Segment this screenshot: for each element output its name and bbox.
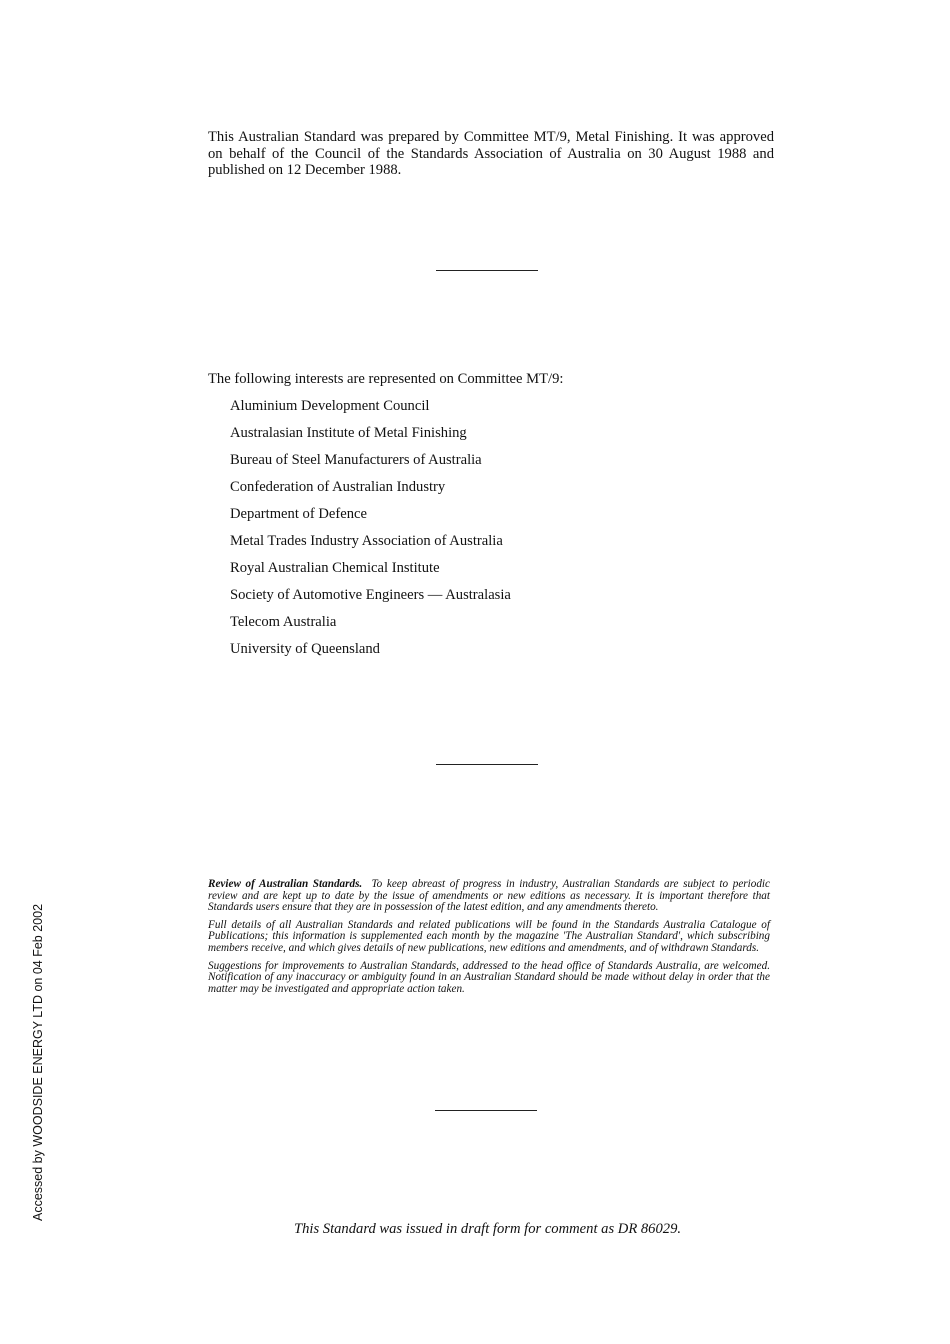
- review-heading: Review of Australian Standards.: [208, 878, 363, 890]
- list-item: Aluminium Development Council: [230, 398, 430, 414]
- list-item: Bureau of Steel Manufacturers of Australia: [230, 452, 482, 468]
- committee-interests-list: [230, 398, 511, 668]
- list-item: University of Queensland: [230, 641, 380, 657]
- access-stamp: Accessed by WOODSIDE ENERGY LTD on 04 Feb 2002: [31, 903, 45, 1221]
- list-item: Australasian Institute of Metal Finishing: [230, 425, 467, 441]
- committee-interests-heading: The following interests are represented on Committee MT/9:: [208, 371, 564, 387]
- standards-notes: [208, 879, 770, 1001]
- divider: [436, 270, 538, 271]
- list-item: Society of Automotive Engineers — Australasia: [230, 587, 511, 603]
- review-paragraph: [208, 879, 770, 914]
- preparation-note: This Australian Standard was prepared by Committee MT/9, Metal Finishing. It was approved on behalf of the Council of the Standards Association of Australia on 30 August 1988 and published on 12 December 1988.: [208, 129, 774, 178]
- list-item: Confederation of Australian Industry: [230, 479, 446, 495]
- list-item: Department of Defence: [230, 506, 367, 522]
- divider: [435, 1110, 537, 1111]
- list-item: Telecom Australia: [230, 614, 337, 630]
- list-item: Metal Trades Industry Association of Australia: [230, 533, 503, 549]
- catalogue-paragraph: Full details of all Australian Standards and related publications will be found in the Standards Australia Catalogue of Publications; this information is supplemented each month by the magazine 'The Australian Standard', which subscribing members receive, and which gives details of new publications, new editions and amendments, and of withdrawn Standards.: [208, 918, 770, 954]
- suggestions-paragraph: Suggestions for improvements to Australian Standards, addressed to the head office of Standards Australia, are welcomed. Notification of any inaccuracy or ambiguity found in an Australian Standard should be made without delay in order that the matter may be investigated and appropriate action taken.: [208, 959, 770, 995]
- draft-note: This Standard was issued in draft form for comment as DR 86029.: [293, 1221, 682, 1237]
- review-body: To keep abreast of progress in industry, Australian Standards are subject to periodic review and are kept up to date by the issue of amendments or new editions as necessary. It is important therefore that Standards users ensure that they are in possession of the latest edition, and any amendments thereto.: [208, 878, 771, 914]
- list-item: Royal Australian Chemical Institute: [230, 560, 440, 576]
- divider: [436, 764, 538, 765]
